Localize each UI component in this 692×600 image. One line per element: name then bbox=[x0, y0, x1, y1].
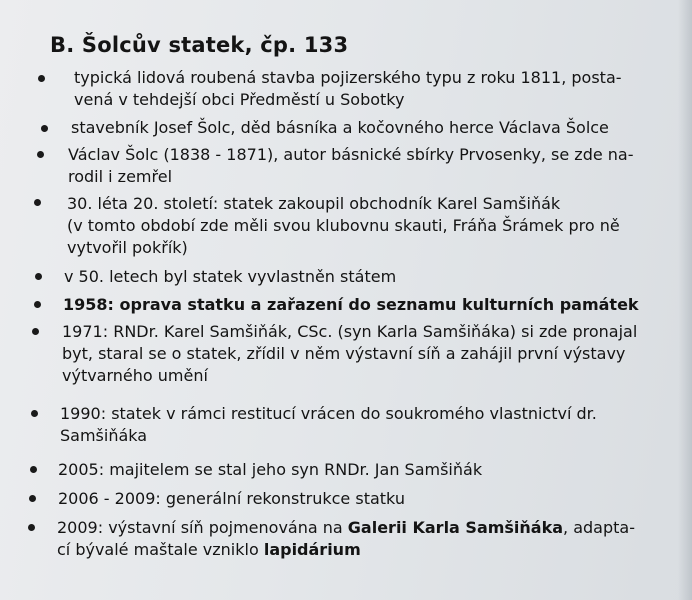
list-item-text: v 50. letech byl statek vyvlastněn státem bbox=[64, 267, 397, 286]
bullet-icon bbox=[34, 301, 41, 308]
list-item-text: 1971: RNDr. Karel Samšiňák, CSc. (syn Karla Samšiňáka) si zde pronajal byt, staral se o statek, zřídil v něm výstavní síň a zahájil první výstavy výtvarného umění bbox=[62, 322, 638, 385]
list-item-text: 1990: statek v rámci restitucí vrácen do soukromého vlastnictví dr. Samšiňáka bbox=[60, 404, 597, 445]
bullet-icon bbox=[30, 466, 37, 473]
list-item-text: stavebník Josef Šolc, děd básníka a kočovného herce Václava Šolce bbox=[71, 118, 609, 137]
list-item-text: 30. léta 20. století: statek zakoupil obchodník Karel Samšiňák (v tomto období zde měli svou klubovnu skauti, Fráňa Šrámek pro ně vytvořil pokřík) bbox=[67, 194, 620, 257]
list-item-text: 1958: oprava statku a zařazení do seznamu kulturních památek bbox=[63, 295, 639, 314]
bullet-icon bbox=[31, 410, 38, 417]
lapidarium-term: lapidárium bbox=[263, 540, 361, 559]
list-item-text: 2006 - 2009: generální rekonstrukce statku bbox=[58, 489, 405, 508]
bullet-icon bbox=[34, 199, 41, 206]
bullet-icon bbox=[38, 75, 45, 82]
section-heading: B. Šolcův statek, čp. 133 bbox=[50, 33, 349, 57]
list-item-text: 2005: majitelem se stal jeho syn RNDr. Jan Samšiňák bbox=[58, 460, 483, 479]
list-item-text: 2009: výstavní síň pojmenována na Galerii Karla Samšiňáka, adapta- cí bývalé maštale vzniklo lapidárium bbox=[57, 518, 635, 559]
bullet-icon bbox=[35, 273, 42, 280]
list-item-text: typická lidová roubená stavba pojizerského typu z roku 1811, posta- vená v tehdejší obci Předměstí u Sobotky bbox=[74, 68, 622, 109]
bullet-icon bbox=[41, 125, 48, 132]
bullet-icon bbox=[37, 151, 44, 158]
bullet-icon bbox=[29, 495, 36, 502]
gallery-name: Galerii Karla Samšiňáka bbox=[347, 518, 564, 537]
bullet-icon bbox=[32, 328, 39, 335]
bullet-icon bbox=[28, 524, 35, 531]
list-item-text: Václav Šolc (1838 - 1871), autor básnické sbírky Prvosenky, se zde na- rodil i zemřel bbox=[68, 145, 634, 186]
